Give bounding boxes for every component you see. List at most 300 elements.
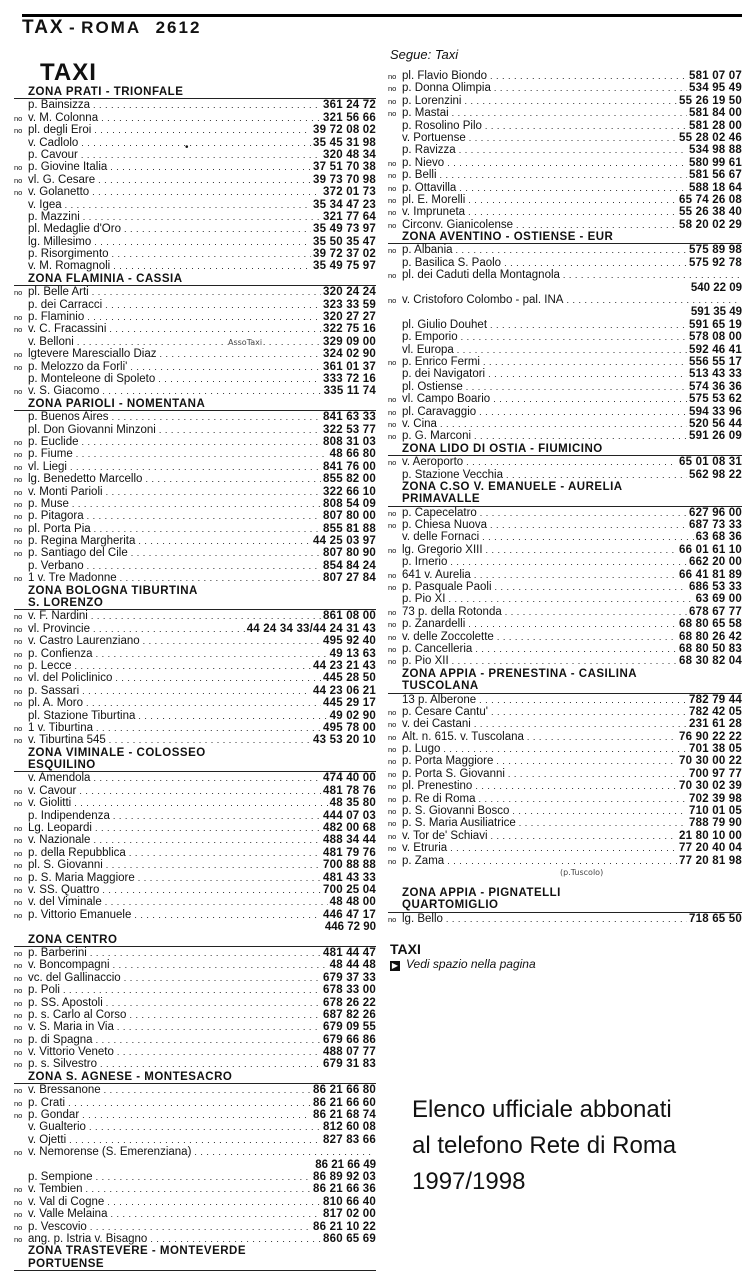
no-marker: no: [14, 1197, 23, 1207]
left-column: [14, 60, 376, 1271]
listing-name: p. di Spagna . . .: [28, 1034, 321, 1046]
listing-name: v. delle Fornaci . . .: [402, 531, 694, 543]
phone-number: 68 30 82 04: [679, 655, 742, 668]
phone-number: 581 84 00: [689, 107, 742, 120]
zone-subheading: QUARTOMIGLIO: [388, 899, 742, 912]
phone-number: 807 80 00: [323, 510, 376, 523]
phone-number: 810 66 40: [323, 1195, 376, 1208]
list-item: [388, 817, 742, 829]
list-item: [14, 248, 376, 260]
listing-name: v. Vittorio Veneto . . .: [28, 1046, 321, 1058]
listing-name: p. S. Maria Ausiliatrice . . .: [402, 817, 687, 829]
listing-name: v. Castro Laurenziano . . .: [28, 635, 321, 647]
phone-number: 678 26 22: [323, 996, 376, 1009]
phone-number: 55 28 02 46: [679, 131, 742, 144]
phone-number: 574 36 36: [689, 380, 742, 393]
listing-name: v. Giolitti . . .: [28, 797, 328, 809]
list-item: [388, 768, 742, 780]
phone-number: 44 24 34 33/44 24 31 43: [246, 622, 376, 635]
no-marker: no: [388, 395, 397, 405]
listing-name: p. Muse . . .: [28, 498, 321, 510]
list-item: [388, 182, 742, 194]
listing-name: 1 v. Tre Madonne . . .: [28, 572, 321, 584]
phone-number: 444 07 03: [323, 809, 376, 822]
list-item: [388, 95, 742, 107]
list-item: [388, 793, 742, 805]
list-item: [14, 685, 376, 697]
phone-number: 321 77 64: [323, 210, 376, 223]
list-item: [14, 1146, 376, 1158]
listing-name: p. G. Marconi . . .: [402, 430, 687, 442]
no-marker: no: [14, 1222, 23, 1232]
list-item: [14, 822, 376, 834]
phone-number: 39 72 08 02: [313, 124, 376, 137]
list-item: [388, 731, 742, 743]
listing-name: Circonv. Gianicolense . . .: [402, 219, 677, 231]
no-marker: no: [14, 475, 23, 485]
phone-number: 324 02 90: [323, 348, 376, 361]
arrow-icon: ▶: [391, 961, 399, 971]
listing-name: v. SS. Quattro . . .: [28, 884, 321, 896]
phone-number: 446 72 90: [324, 921, 376, 934]
list-item: [388, 706, 742, 718]
list-item: [14, 623, 376, 635]
phone-number: 588 18 64: [689, 181, 742, 194]
no-marker: no: [14, 637, 23, 647]
no-marker: no: [388, 296, 397, 306]
phone-number: 591 26 09: [689, 430, 742, 443]
list-item: [388, 913, 742, 925]
phone-number: 841 76 00: [323, 460, 376, 473]
no-marker: no: [388, 720, 397, 730]
phone-number: 65 01 08 31: [679, 456, 742, 469]
list-item: [388, 194, 742, 206]
list-item: [14, 1134, 376, 1146]
phone-number: 855 82 00: [323, 473, 376, 486]
listing-name: p. Zama . . .: [402, 855, 677, 867]
no-marker: no: [388, 807, 397, 817]
list-item: [14, 223, 376, 235]
phone-number: 534 98 88: [689, 144, 742, 157]
no-marker: no: [388, 794, 397, 804]
phone-number: 35 34 47 23: [313, 198, 376, 211]
listing-name: v. Ojetti . . .: [28, 1134, 321, 1146]
no-marker: no: [14, 998, 23, 1008]
no-marker: no: [388, 171, 397, 181]
list-item: [388, 393, 742, 405]
list-item: [388, 356, 742, 368]
phone-number: 68 80 65 58: [679, 618, 742, 631]
listing-name: v. M. Colonna . . .: [28, 112, 321, 124]
phone-number: 481 78 76: [323, 784, 376, 797]
listing-name: p. Vittorio Emanuele . . .: [28, 909, 321, 921]
no-marker: no: [388, 644, 397, 654]
phone-number: 320 48 34: [323, 148, 376, 161]
phone-number: 86 21 10 22: [313, 1220, 376, 1233]
phone-number: 860 65 69: [323, 1232, 376, 1245]
zone-heading: ZONA S. AGNESE - MONTESACRO: [14, 1071, 376, 1084]
list-item: [14, 461, 376, 473]
list-item: [14, 697, 376, 709]
phone-number: 68 80 50 83: [679, 642, 742, 655]
phone-number: 77 20 81 98: [679, 854, 742, 867]
phone-number: 77 20 40 04: [679, 842, 742, 855]
no-marker: no: [388, 632, 397, 642]
no-marker: no: [388, 545, 397, 555]
phone-number: 594 33 96: [689, 405, 742, 418]
list-item: [14, 311, 376, 323]
list-item: [388, 418, 742, 430]
no-marker: no: [388, 707, 397, 717]
list-item: [14, 1233, 376, 1245]
list-item: [14, 560, 376, 572]
list-item: [14, 1196, 376, 1208]
phone-number: 687 73 33: [689, 519, 742, 532]
list-item: [14, 137, 376, 149]
no-marker: no: [388, 458, 397, 468]
list-item: [14, 872, 376, 884]
continued-label: Segue: Taxi: [390, 47, 459, 62]
listing-name: p. S. Maria Maggiore . . .: [28, 872, 321, 884]
listing-name: p. Basilica S. Paolo . . .: [402, 257, 687, 269]
list-item: [388, 219, 742, 231]
phone-number: 700 88 88: [323, 859, 376, 872]
phone-number: 841 63 33: [323, 411, 376, 424]
list-item: [14, 1034, 376, 1046]
listing-name: v. S. Maria in Via . . .: [28, 1021, 321, 1033]
phone-number: 678 67 77: [689, 605, 742, 618]
phone-number: 581 56 67: [689, 169, 742, 182]
no-marker: no: [388, 84, 397, 94]
listing-name: p. Nievo . . .: [402, 157, 687, 169]
no-marker: no: [14, 1111, 23, 1121]
no-marker: no: [388, 782, 397, 792]
phone-number: 86 21 66 36: [313, 1183, 376, 1196]
zone-heading: ZONA CENTRO: [14, 934, 376, 947]
listing-name: p. Verbano . . .: [28, 560, 321, 572]
list-item: [14, 859, 376, 871]
listing-name: p. SS. Apostoli . . .: [28, 997, 321, 1009]
listing-name: p. Stazione Vecchia . . .: [402, 469, 687, 481]
right-column: [388, 44, 742, 971]
no-marker: no: [14, 1010, 23, 1020]
list-item: [14, 884, 376, 896]
phone-number: 86 21 66 80: [313, 1084, 376, 1097]
no-marker: no: [388, 432, 397, 442]
listing-name: pl. Porta Pia . . .: [28, 523, 321, 535]
phone-number: 333 72 16: [323, 372, 376, 385]
caption-line-3: 1997/1998: [412, 1168, 526, 1195]
list-item: [388, 120, 742, 132]
zone-heading: ZONA LIDO DI OSTIA - FIUMICINO: [388, 443, 742, 456]
listing-name: p. Albania . . .: [402, 244, 687, 256]
phone-number: 855 81 88: [323, 522, 376, 535]
listing-name: pl. Medaglie d'Oro . . .: [28, 223, 311, 235]
phone-number: 782 42 05: [689, 705, 742, 718]
listing-name: v. Portuense . . .: [402, 132, 677, 144]
no-marker: no: [388, 183, 397, 193]
listing-name: p. Rosolino Pilo . . .: [402, 120, 687, 132]
phone-number: 446 47 17: [323, 908, 376, 921]
phone-number: 323 33 59: [323, 298, 376, 311]
no-marker: no: [388, 508, 397, 518]
list-item: [388, 244, 742, 256]
list-item: [14, 1171, 376, 1183]
phone-number: 35 49 75 97: [313, 260, 376, 273]
list-item: [14, 610, 376, 622]
listing-name: v. Cristoforo Colombo - pal. INA . . .: [402, 294, 740, 306]
list-item: [388, 755, 742, 767]
phone-number: 581 07 07: [689, 70, 742, 82]
listing-name: p. Ravizza . . .: [402, 144, 687, 156]
no-marker: no: [388, 819, 397, 829]
listing-name: v. Nazionale . . .: [28, 834, 321, 846]
phone-number: 678 33 00: [323, 984, 376, 997]
phone-number: 679 37 33: [323, 971, 376, 984]
no-marker: no: [388, 407, 397, 417]
phone-number: 575 92 78: [689, 256, 742, 269]
header-page-number: 2612: [155, 18, 202, 37]
listing-name: pl. E. Morelli . . .: [402, 194, 677, 206]
listing-name: p. Cavour . . .: [28, 149, 321, 161]
phone-number: 481 79 76: [323, 846, 376, 859]
page-header: [22, 14, 742, 41]
list-item: [388, 593, 742, 605]
no-marker: no: [14, 873, 23, 883]
list-item: [14, 847, 376, 859]
listing-name: vl. G. Cesare . . .: [28, 174, 311, 186]
list-item: [14, 1009, 376, 1021]
zone-heading: ZONA AVENTINO - OSTIENSE - EUR: [388, 231, 742, 244]
no-marker: no: [14, 1086, 23, 1096]
listing-name: v. C. Fracassini . . .: [28, 323, 321, 335]
list-item: [14, 373, 376, 385]
phone-number: 581 28 00: [689, 119, 742, 132]
right-listings: [388, 70, 742, 925]
zone-subheading: ESQUILINO: [14, 759, 376, 772]
phone-number: 63 68 36: [695, 531, 742, 544]
list-item: [388, 257, 742, 269]
zone-subheading: S. LORENZO: [14, 597, 376, 610]
phone-number: 854 84 24: [323, 559, 376, 572]
phone-number: 562 98 22: [689, 468, 742, 481]
list-item: [388, 144, 742, 156]
listing-name: v. Boncompagni . . .: [28, 959, 328, 971]
no-marker: no: [388, 208, 397, 218]
listing-name: lg. Benedetto Marcello . . .: [28, 473, 321, 485]
phone-number: 808 54 09: [323, 497, 376, 510]
listing-name: v. Tiburtina 545 . . .: [28, 734, 311, 746]
no-marker: no: [14, 661, 23, 671]
listing-name: v. M. Romagnoli . . .: [28, 260, 311, 272]
listing-name: p. Lecce . . .: [28, 660, 311, 672]
zone-heading: ZONA APPIA - PRENESTINA - CASILINA: [402, 667, 638, 680]
list-item: [14, 1121, 376, 1133]
listing-name: v. Golanetto . . .: [28, 186, 321, 198]
listing-name: p. della Repubblica . . .: [28, 847, 321, 859]
listing-name: p. Sassari . . .: [28, 685, 311, 697]
listing-name: p. Chiesa Nuova . . .: [402, 519, 687, 531]
phone-number: 807 27 84: [323, 572, 376, 585]
list-item: [14, 547, 376, 559]
list-item: [388, 519, 742, 531]
listing-name: p. Pitagora . . .: [28, 510, 321, 522]
listing-name: p. Confienza . . .: [28, 648, 328, 660]
listing-name: p. Ottavilla . . .: [402, 182, 687, 194]
listing-name: v. Tembien . . .: [28, 1183, 311, 1195]
listing-name: lg. Millesimo . . .: [28, 236, 311, 248]
no-marker: no: [14, 736, 23, 746]
listing-name: p. Regina Margherita . . .: [28, 535, 311, 547]
list-item: [14, 909, 376, 921]
phone-number: 488 07 77: [323, 1046, 376, 1059]
phone-number: 48 66 80: [329, 448, 376, 461]
phone-number: 679 09 55: [323, 1021, 376, 1034]
list-item: [388, 331, 742, 343]
no-marker: no: [14, 549, 23, 559]
phone-number: 534 95 49: [689, 82, 742, 95]
listing-name: v. Nemorense (S. Emerenziana) . . .: [28, 1146, 374, 1158]
phone-number: 63 69 00: [695, 593, 742, 606]
list-item: [388, 82, 742, 94]
listing-name: Alt. n. 615. v. Tuscolana . . .: [402, 731, 677, 743]
no-marker: no: [14, 1234, 23, 1244]
listing-name: 13 p. Alberone . . .: [402, 694, 687, 706]
see-note: [388, 957, 742, 971]
list-item: [14, 648, 376, 660]
no-marker: no: [14, 350, 23, 360]
phone-number: 812 60 08: [323, 1121, 376, 1134]
no-marker: no: [14, 450, 23, 460]
listing-name: v. Bressanone . . .: [28, 1084, 311, 1096]
list-item: [14, 1097, 376, 1109]
listing-name: v. Cavour . . .: [28, 785, 321, 797]
list-item: [14, 1208, 376, 1220]
phone-number: 445 28 50: [323, 672, 376, 685]
phone-number: 591 65 19: [689, 318, 742, 331]
listing-name: ang. p. Istria v. Bisagno . . .: [28, 1233, 321, 1245]
no-marker: no: [14, 836, 23, 846]
list-item: [14, 161, 376, 173]
caption-line-2: al telefono Rete di Roma: [412, 1132, 677, 1159]
zone-heading: ZONA PRATI - TRIONFALE: [14, 86, 376, 99]
no-marker: no: [14, 1185, 23, 1195]
listing-name: p. Buenos Aires . . .: [28, 411, 321, 423]
list-item: [388, 269, 742, 281]
phone-number: 321 56 66: [323, 111, 376, 124]
phone-number: 49 13 63: [329, 647, 376, 660]
list-item: [14, 1109, 376, 1121]
phone-number: 718 65 50: [689, 912, 742, 925]
phone-number: 361 24 72: [323, 99, 376, 112]
list-item: [14, 186, 376, 198]
listing-name: v. Igea . . .: [28, 199, 311, 211]
phone-number: 710 01 05: [689, 805, 742, 818]
phone-number: 627 96 00: [689, 506, 742, 519]
list-item: [388, 206, 742, 218]
listing-name: v. delle Zoccolette . . .: [402, 631, 677, 643]
phone-number: 686 53 33: [689, 581, 742, 594]
no-marker: no: [388, 831, 397, 841]
listing-name: p. Cesare Cantu' . . .: [402, 706, 687, 718]
stray-dot: •: [185, 142, 189, 153]
listing-name: p. Crati . . .: [28, 1097, 311, 1109]
listing-name: lg. Bello . . .: [402, 913, 687, 925]
listing-name: v. Aeroporto . . .: [402, 456, 677, 468]
no-marker: no: [388, 521, 397, 531]
phone-number: 37 51 70 38: [313, 161, 376, 174]
no-marker: no: [388, 109, 397, 119]
list-item: [388, 805, 742, 817]
phone-number: 44 25 03 97: [313, 535, 376, 548]
no-marker: no: [14, 126, 23, 136]
listing-name: p. Indipendenza . . .: [28, 810, 321, 822]
phone-number: 322 53 77: [323, 423, 376, 436]
no-marker: no: [14, 574, 23, 584]
phone-number: 44 23 21 43: [313, 659, 376, 672]
list-item: [388, 531, 742, 543]
list-item: [14, 710, 376, 722]
no-marker: no: [14, 848, 23, 858]
list-item: [14, 572, 376, 584]
no-marker: no: [388, 357, 397, 367]
listing-name: p. Risorgimento . . .: [28, 248, 311, 260]
no-marker: no: [388, 856, 397, 866]
list-item: [14, 436, 376, 448]
no-marker: no: [14, 861, 23, 871]
phone-number: 861 08 00: [323, 610, 376, 623]
listing-name: pl. dei Caduti della Montagnola . . .: [402, 269, 740, 281]
no-marker: no: [388, 745, 397, 755]
no-marker: no: [14, 973, 23, 983]
list-item: [388, 132, 742, 144]
listing-name: 641 v. Aurelia . . .: [402, 569, 677, 581]
list-item: [14, 361, 376, 373]
list-item: [14, 336, 376, 348]
listing-name: p. Re di Roma . . .: [402, 793, 687, 805]
phone-number: 65 74 26 08: [679, 193, 742, 206]
list-item: [14, 734, 376, 746]
phone-number: 55 26 38 40: [679, 206, 742, 219]
listing-name: v. Amendola . . .: [28, 772, 321, 784]
phone-number: 329 09 00: [323, 335, 376, 348]
no-marker: no: [388, 96, 397, 106]
list-item: [14, 174, 376, 186]
list-item: [14, 997, 376, 1009]
list-item: [14, 984, 376, 996]
phone-number: 48 48 00: [329, 896, 376, 909]
phone-number: 700 25 04: [323, 884, 376, 896]
phone-number: 782 79 44: [689, 693, 742, 706]
no-marker: no: [14, 910, 23, 920]
list-item: [388, 694, 742, 706]
asso-taxi-stamp: AssoTaxi: [228, 338, 263, 347]
listing-name: pl. degli Eroi . . .: [28, 124, 311, 136]
no-marker: no: [388, 271, 397, 281]
list-item: [388, 743, 742, 755]
phone-number: 808 31 03: [323, 435, 376, 448]
listing-name: pl. Stazione Tiburtina . . .: [28, 710, 328, 722]
phone-number: 592 46 41: [689, 343, 742, 356]
phone-number: 495 78 00: [323, 721, 376, 734]
listing-name: v. Val di Cogne . . .: [28, 1196, 321, 1208]
listing-name: p. Fiume . . .: [28, 448, 328, 460]
list-item: [388, 842, 742, 854]
listing-name: v. del Viminale . . .: [28, 896, 328, 908]
no-marker: no: [388, 757, 397, 767]
phone-number: 488 34 44: [323, 834, 376, 847]
no-marker: no: [14, 961, 23, 971]
